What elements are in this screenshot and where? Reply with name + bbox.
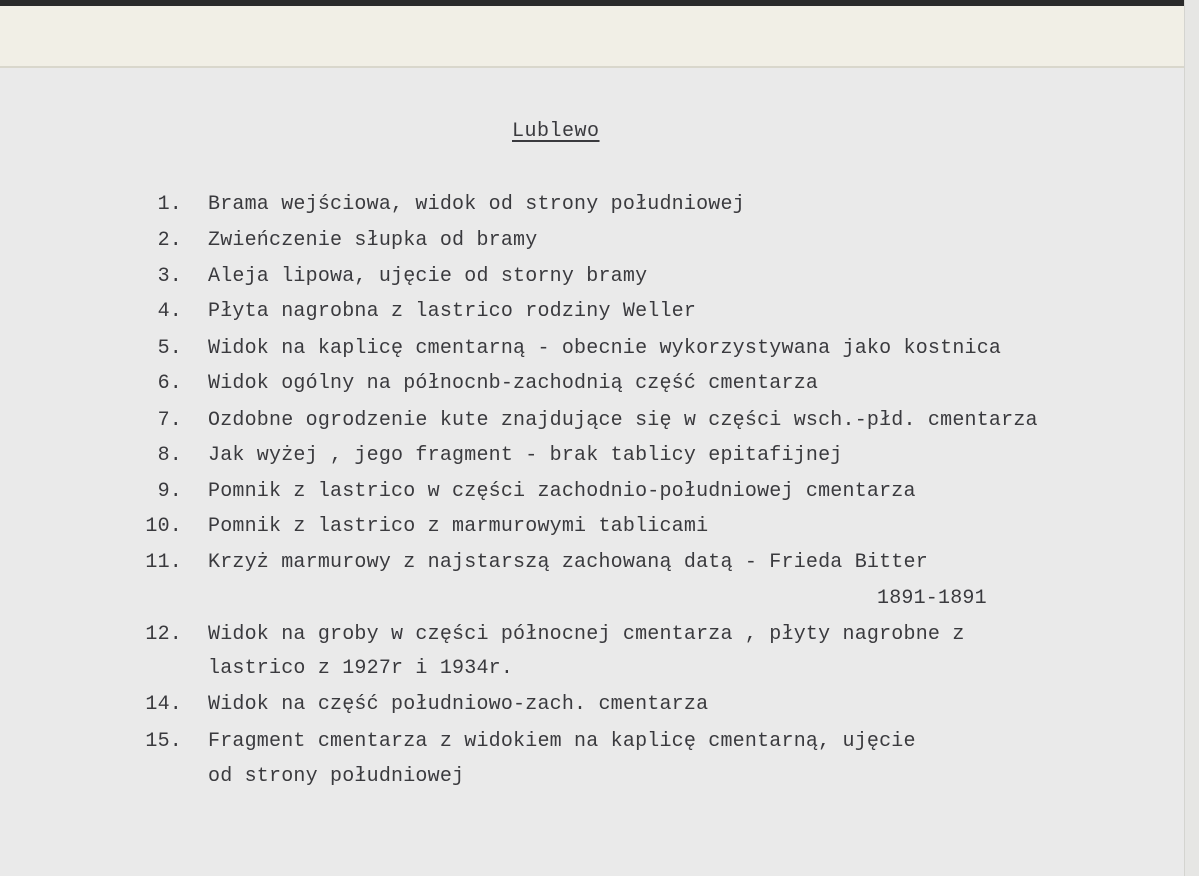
item-number: 15. [145,730,182,753]
item-number: 14. [145,693,182,716]
item-number: 7. [157,409,182,432]
item-number: 12. [145,623,182,646]
item-text: Pomnik z lastrico w części zachodnio-południowej cmentarza [208,480,916,503]
item-number: 4. [157,300,182,323]
item-continuation: lastrico z 1927r i 1934r. [208,657,514,680]
item-text: Płyta nagrobna z lastrico rodziny Weller [208,300,697,323]
item-text: Ozdobne ogrodzenie kute znajdujące się w części wsch.-płd. cmentarza [208,409,1038,432]
item-text: Widok ogólny na północnb-zachodnią część cmentarza [208,372,819,395]
item-text: Pomnik z lastrico z marmurowymi tablicami [208,515,709,538]
item-text: Aleja lipowa, ujęcie od storny bramy [208,265,648,288]
item-text: Brama wejściowa, widok od strony południowej [208,193,745,216]
item-number: 9. [157,480,182,503]
item-number: 6. [157,372,182,395]
item-number: 3. [157,265,182,288]
item-number: 10. [145,515,182,538]
item-text: Zwieńczenie słupka od bramy [208,229,538,252]
item-text: Fragment cmentarza z widokiem na kaplicę cmentarną, ujęcie [208,730,916,753]
item-continuation: od strony południowej [208,765,465,788]
document-sheet [0,68,1185,876]
item-text: Widok na kaplicę cmentarną - obecnie wykorzystywana jako kostnica [208,337,1002,360]
item-number: 8. [157,444,182,467]
page-edge [1184,0,1199,876]
item-number: 11. [145,551,182,574]
item-number: 1. [157,193,182,216]
item-text: Widok na część południowo-zach. cmentarza [208,693,709,716]
item-continuation: 1891-1891 [877,587,987,610]
item-text: Widok na groby w części północnej cmentarza , płyty nagrobne z [208,623,965,646]
item-text: Jak wyżej , jego fragment - brak tablicy epitafijnej [208,444,843,467]
document-title: Lublewo [512,120,600,143]
item-number: 5. [157,337,182,360]
item-text: Krzyż marmurowy z najstarszą zachowaną datą - Frieda Bitter [208,551,928,574]
scanner-top-strip [0,0,1185,68]
item-number: 2. [157,229,182,252]
